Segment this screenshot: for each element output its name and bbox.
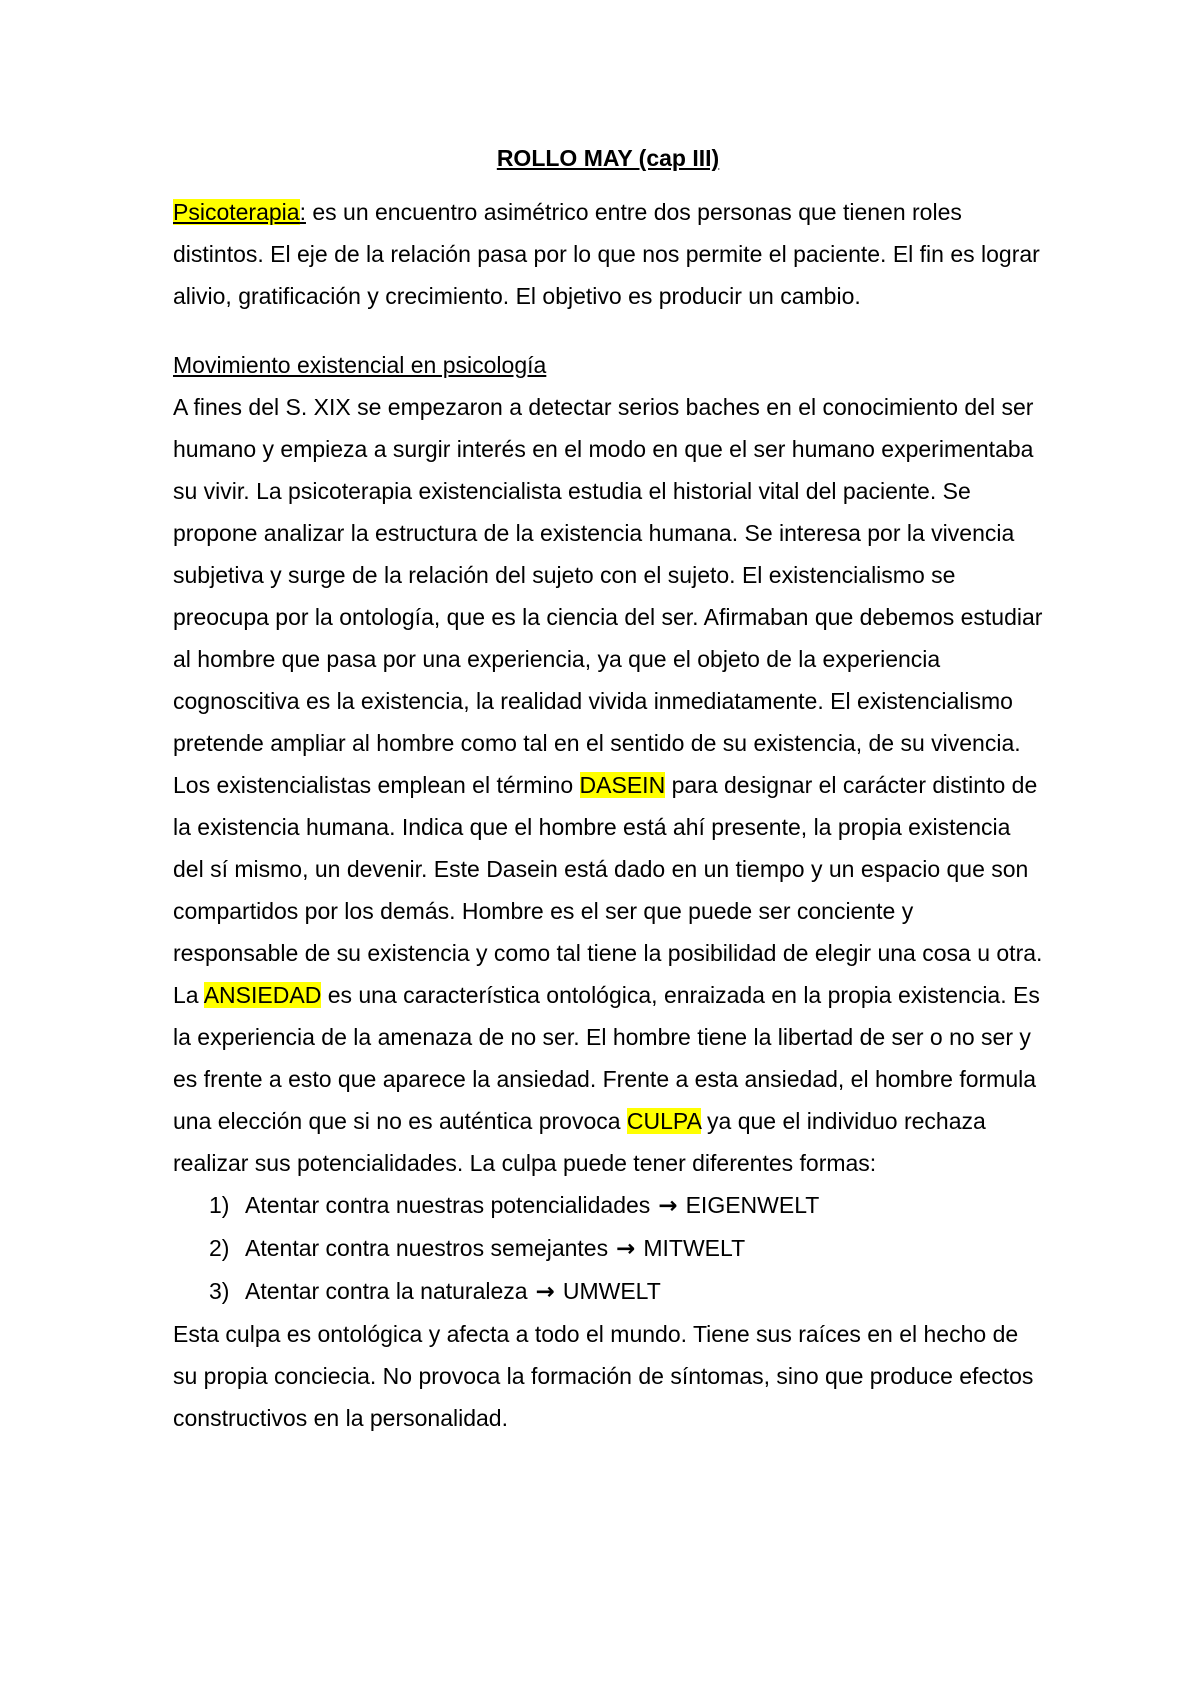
list-item-text: Atentar contra nuestros semejantes <box>245 1235 609 1261</box>
paragraph-text: es un encuentro asimétrico entre dos personas que tienen roles distintos. El eje de la relación pasa por lo que nos permite el paciente. El fin es lograr alivio, gratificación y crecimiento. El objetivo es producir un cambio. <box>173 199 1040 309</box>
highlighted-term-culpa: CULPA <box>626 1108 701 1134</box>
list-item-target: UMWELT <box>562 1278 661 1304</box>
paragraph-text: Los existencialistas emplean el término <box>173 772 580 798</box>
paragraph-movimiento: A fines del S. XIX se empezaron a detectar serios baches en el conocimiento del ser humano y empieza a surgir interés en el modo en que el ser humano experimentaba su vivir. La psicoterapia existencialista estudia el historial vital del paciente. Se propone analizar la estructura de la existencia humana. Se interesa por la vivencia subjetiva y surge de la relación del sujeto con el sujeto. El existencialismo se preocupa por la ontología, que es la ciencia del ser. Afirmaban que debemos estudiar al hombre que pasa por una experiencia, ya que el objeto de la experiencia cognoscitiva es la existencia, la realidad vivida inmediatamente. El existencialismo pretende ampliar al hombre como tal en el sentido de su existencia, de su vivencia. <box>173 394 1043 756</box>
section-heading: Movimiento existencial en psicología <box>173 352 547 378</box>
document-body <box>173 137 1043 1439</box>
list-number: 1) <box>209 1192 230 1218</box>
list-item-target: MITWELT <box>643 1235 746 1261</box>
list-item-target: EIGENWELT <box>685 1192 820 1218</box>
term-colon: : <box>299 199 306 225</box>
paragraph-ansiedad <box>173 974 1043 1184</box>
arrow-right-icon: → <box>616 1236 636 1262</box>
list-item-text: Atentar contra la naturaleza <box>245 1278 528 1304</box>
paragraph-text: La <box>173 982 204 1008</box>
arrow-right-icon: → <box>535 1279 555 1305</box>
arrow-right-icon: → <box>658 1193 678 1219</box>
paragraph-text: es una característica ontológica, enraizada en la propia existencia. Es la experiencia de la amenaza de no ser. El hombre tiene la libertad de ser o no ser y es frente a esto que aparece la ansiedad. Frente a esta ansiedad, el hombre formula una elección que si no es auténtica provoca <box>173 982 1040 1134</box>
document-title: ROLLO MAY (cap III) <box>496 145 720 171</box>
highlighted-term-dasein: DASEIN <box>579 772 666 798</box>
list-number: 3) <box>209 1278 230 1304</box>
paragraph-text: para designar el carácter distinto de la existencia humana. Indica que el hombre está ahí presente, la propia existencia del sí mismo, un devenir. Este Dasein está dado en un tiempo y un espacio que son compartidos por los demás. Hombre es el ser que puede ser conciente y responsable de su existencia y como tal tiene la posibilidad de elegir una cosa u otra. <box>173 772 1043 966</box>
paragraph-culpa-ontologica: Esta culpa es ontológica y afecta a todo el mundo. Tiene sus raíces en el hecho de su propia conciecia. No provoca la formación de síntomas, sino que produce efectos constructivos en la personalidad. <box>173 1321 1034 1431</box>
paragraph-dasein <box>173 764 1043 974</box>
highlighted-term-ansiedad: ANSIEDAD <box>203 982 322 1008</box>
paragraph-text: ya que el individuo rechaza realizar sus potencialidades. La culpa puede tener diferentes formas: <box>173 1108 986 1176</box>
list-item <box>209 1227 1043 1270</box>
highlighted-term-psicoterapia: Psicoterapia <box>173 199 300 225</box>
culpa-forms-list <box>173 1184 1043 1313</box>
list-item <box>209 1184 1043 1227</box>
list-item-text: Atentar contra nuestras potencialidades <box>245 1192 651 1218</box>
paragraph-spacer <box>173 317 1043 344</box>
paragraph-psicoterapia <box>173 191 1043 317</box>
list-item <box>209 1270 1043 1313</box>
list-number: 2) <box>209 1235 230 1261</box>
